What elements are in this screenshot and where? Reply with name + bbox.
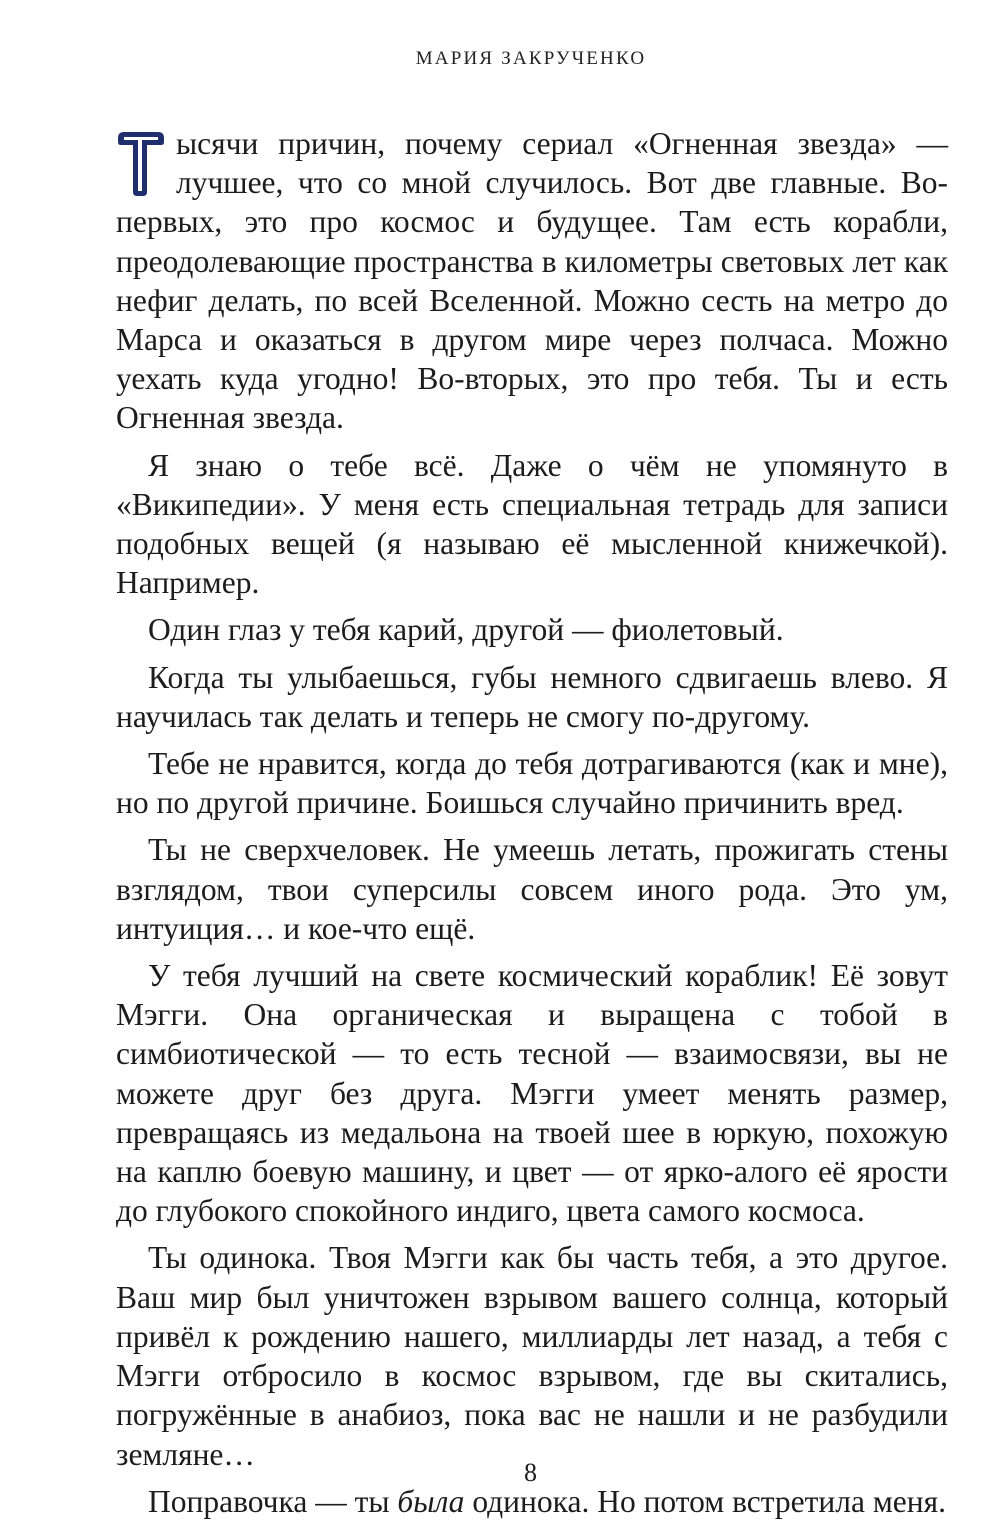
paragraph-7: У тебя лучший на свете космический кораблик! Её зовут Мэгги. Она органическая и выращена с тобой в симбиотической — то есть тесной — взаимосвязи, вы не можете друг без друга. Мэгги умеет менять размер, превращаясь из медальона на твоей шее в юркую, похожую на каплю боевую машину, и цвет — от ярко-алого её ярости до глубокого спокойного индиго, цвета самого космоса. xyxy=(116,958,948,1229)
paragraph-1: ысячи причин, почему сериал «Огненная звезда» — лучшее, что со мной случилось. Вот две главные. Во-первых, это про космос и будущее. Там есть корабли, преодолевающие пространства в километры световых лет как нефиг делать, по всей Вселенной. Можно сесть на метро до Марса и оказаться в другом мире через полчаса. Можно уехать куда угодно! Во-вторых, это про тебя. Ты и есть Огненная звезда. xyxy=(116,126,948,436)
drop-cap xyxy=(114,128,166,198)
body-text xyxy=(116,124,948,1529)
paragraph-5: Тебе не нравится, когда до тебя дотрагиваются (как и мне), но по другой причине. Боишься случайно причинить вред. xyxy=(116,746,948,821)
paragraph-8: Ты одинока. Твоя Мэгги как бы часть тебя, а это другое. Ваш мир был уничтожен взрывом вашего солнца, который привёл к рождению нашего, миллиарды лет назад, а тебя с Мэгги отбросило в космос взрывом, где вы скитались, погружённые в анабиоз, пока вас не нашли и не разбудили земляне… xyxy=(116,1240,948,1472)
paragraph-6: Ты не сверхчеловек. Не умеешь летать, прожигать стены взглядом, твои суперсилы совсем иного рода. Это ум, интуиция… и кое-что ещё. xyxy=(116,832,948,946)
paragraph-2: Я знаю о тебе всё. Даже о чём не упомянуто в «Википедии». У меня есть специальная тетрадь для записи подобных вещей (я называю её мысленной книжечкой). Например. xyxy=(116,447,948,601)
paragraph-4: Когда ты улыбаешься, губы немного сдвигаешь влево. Я научилась так делать и теперь не смогу по-другому. xyxy=(116,659,948,734)
paragraph-3: Один глаз у тебя карий, другой — фиолетовый. xyxy=(148,612,784,648)
drop-cap-letter-t xyxy=(114,128,166,198)
author-name: МАРИЯ ЗАКРУЧЕНКО xyxy=(415,48,647,69)
running-header xyxy=(0,48,1000,70)
page-number: 8 xyxy=(524,1458,537,1487)
emphasis: была xyxy=(397,1483,465,1519)
paragraph-9: Поправочка — ты была одинока. Но потом встретила меня. xyxy=(148,1483,946,1519)
